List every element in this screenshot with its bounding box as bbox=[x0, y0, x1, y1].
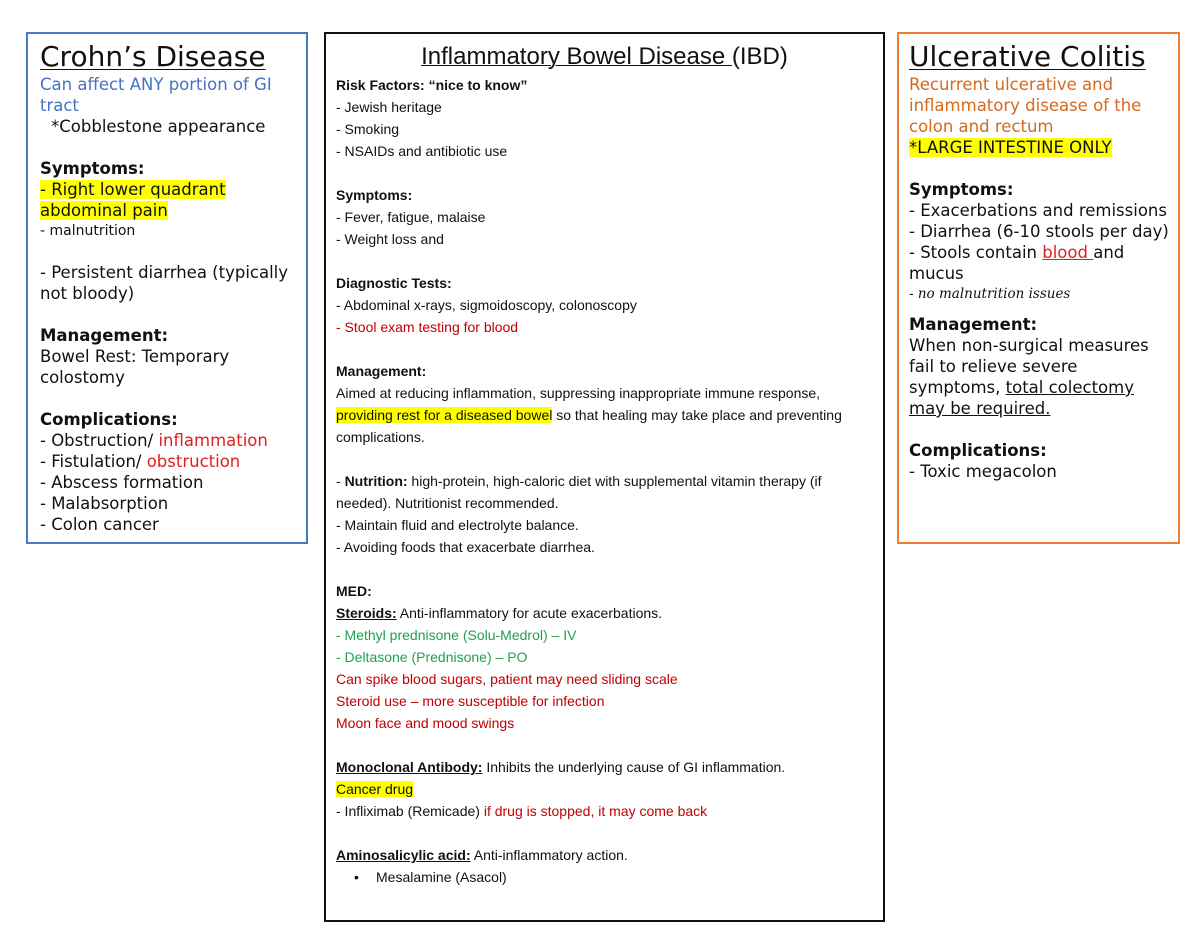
ibd-management-highlight: providing rest for a diseased bowel bbox=[336, 407, 553, 423]
ibd-symptoms-heading: Symptoms: bbox=[336, 187, 413, 203]
crohns-complication-item bbox=[40, 493, 296, 514]
uc-no-malnutrition: - no malnutrition issues bbox=[909, 286, 1071, 302]
ibd-steroid-warning: Moon face and mood swings bbox=[336, 715, 515, 731]
uc-title: Ulcerative Colitis bbox=[909, 40, 1146, 73]
ibd-risk-heading: Risk Factors: “nice to know” bbox=[336, 77, 528, 93]
uc-subtitle: Recurrent ulcerative and inflammatory disease of the colon and rectum bbox=[909, 75, 1142, 136]
ibd-monoclonal-label: Monoclonal Antibody: bbox=[336, 759, 483, 775]
ibd-panel bbox=[324, 32, 885, 922]
ibd-symptom-item: - Fever, fatigue, malaise bbox=[336, 209, 486, 225]
ibd-management-text bbox=[336, 382, 873, 448]
ibd-mesalamine-item bbox=[336, 866, 873, 888]
ibd-infliximab-warning: if drug is stopped, it may come back bbox=[483, 803, 708, 819]
ibd-steroids-line bbox=[336, 602, 873, 624]
uc-symptoms-heading: Symptoms: bbox=[909, 180, 1014, 199]
uc-symptom-stools bbox=[909, 242, 1170, 284]
ibd-infliximab-line bbox=[336, 800, 873, 822]
ibd-symptom-item: - Weight loss and bbox=[336, 231, 444, 247]
uc-management-heading: Management: bbox=[909, 315, 1038, 334]
ibd-fluid-item: - Maintain fluid and electrolyte balance. bbox=[336, 517, 579, 533]
uc-management-colectomy: total colectomy may be required. bbox=[909, 378, 1134, 418]
ibd-title-underlined: Inflammatory Bowel Disease bbox=[421, 43, 732, 70]
crohns-complication-prefix: - Obstruction/ bbox=[40, 431, 159, 450]
crohns-cobblestone-note: *Cobblestone appearance bbox=[51, 117, 266, 136]
ibd-monoclonal-line bbox=[336, 756, 873, 778]
ibd-nutrition-prefix: - bbox=[336, 473, 345, 489]
crohns-symptoms-heading: Symptoms: bbox=[40, 159, 145, 178]
ibd-diagnostic-item: - Abdominal x-rays, sigmoidoscopy, colonoscopy bbox=[336, 297, 637, 313]
uc-stools-after: and mucus bbox=[909, 243, 1125, 283]
ibd-monoclonal-text: Inhibits the underlying cause of GI inflammation. bbox=[482, 759, 786, 775]
ibd-nutrition-label: Nutrition: bbox=[344, 473, 408, 489]
ibd-med-heading: MED: bbox=[336, 583, 372, 599]
crohns-management-heading: Management: bbox=[40, 326, 169, 345]
crohns-complication-prefix: - Malabsorption bbox=[40, 494, 169, 513]
ibd-mesalamine: Mesalamine (Asacol) bbox=[376, 869, 507, 885]
ibd-cancer-drug: Cancer drug bbox=[336, 781, 414, 797]
crohns-subtitle: Can affect ANY portion of GI tract bbox=[40, 75, 272, 115]
uc-complications-heading: Complications: bbox=[909, 441, 1047, 460]
crohns-complication-prefix: - Colon cancer bbox=[40, 515, 159, 534]
ibd-risk-item: - NSAIDs and antibiotic use bbox=[336, 143, 508, 159]
crohns-symptom-pain-text: - Right lower quadrant abdominal pain bbox=[40, 180, 226, 220]
crohns-complication-item bbox=[40, 430, 296, 451]
ibd-nutrition-text: high-protein, high-caloric diet with supplemental vitamin therapy (if needed). Nutritionist recommended. bbox=[336, 473, 822, 511]
ibd-steroid-warning: Can spike blood sugars, patient may need sliding scale bbox=[336, 671, 678, 687]
ibd-steroid-drug: - Methyl prednisone (Solu-Medrol) – IV bbox=[336, 627, 577, 643]
ibd-diagnostic-heading: Diagnostic Tests: bbox=[336, 275, 452, 291]
ulcerative-colitis-panel bbox=[897, 32, 1180, 544]
uc-large-intestine-only: *LARGE INTESTINE ONLY bbox=[909, 138, 1112, 157]
ibd-aminosalicylic-text: Anti-inflammatory action. bbox=[470, 847, 628, 863]
ibd-risk-item: - Jewish heritage bbox=[336, 99, 442, 115]
crohns-complication-highlight: obstruction bbox=[146, 452, 241, 471]
uc-management-text bbox=[909, 335, 1170, 419]
bullet-icon: • bbox=[354, 869, 359, 885]
uc-stools-before: - Stools contain bbox=[909, 243, 1043, 262]
crohns-title: Crohn’s Disease bbox=[40, 40, 266, 73]
ibd-title bbox=[336, 42, 873, 72]
crohns-symptom-pain bbox=[40, 179, 296, 221]
ibd-avoid-item: - Avoiding foods that exacerbate diarrhea. bbox=[336, 539, 595, 555]
crohns-complication-prefix: - Abscess formation bbox=[40, 473, 204, 492]
ibd-aminosalicylic-label: Aminosalicylic acid: bbox=[336, 847, 471, 863]
crohns-complication-item bbox=[40, 514, 296, 535]
crohns-complication-item bbox=[40, 472, 296, 493]
crohns-symptom-malnutrition: - malnutrition bbox=[40, 223, 136, 239]
uc-symptom-exacerbations: - Exacerbations and remissions bbox=[909, 201, 1167, 220]
ibd-cancer-drug-line bbox=[336, 778, 873, 800]
ibd-aminosalicylic-line bbox=[336, 844, 873, 866]
ibd-steroid-warning: Steroid use – more susceptible for infection bbox=[336, 693, 605, 709]
ibd-diagnostic-stool-exam: - Stool exam testing for blood bbox=[336, 319, 519, 335]
crohns-complication-item bbox=[40, 451, 296, 472]
ibd-management-before: Aimed at reducing inflammation, suppressing inappropriate immune response, bbox=[336, 385, 821, 401]
ibd-management-after: so that healing may take place and preventing complications. bbox=[336, 407, 842, 445]
ibd-steroid-drug: - Deltasone (Prednisone) – PO bbox=[336, 649, 528, 665]
uc-large-intestine-line bbox=[909, 137, 1170, 158]
crohns-complication-prefix: - Fistulation/ bbox=[40, 452, 147, 471]
uc-symptom-diarrhea: - Diarrhea (6-10 stools per day) bbox=[909, 222, 1169, 241]
uc-stools-blood: blood bbox=[1042, 243, 1094, 262]
uc-management-before: When non-surgical measures fail to relieve severe symptoms, bbox=[909, 336, 1149, 397]
ibd-risk-item: - Smoking bbox=[336, 121, 400, 137]
ibd-infliximab: - Infliximab (Remicade) bbox=[336, 803, 484, 819]
ibd-title-rest: (IBD) bbox=[731, 43, 788, 70]
crohns-management-text: Bowel Rest: Temporary colostomy bbox=[40, 347, 230, 387]
crohns-complication-highlight: inflammation bbox=[158, 431, 268, 450]
ibd-management-heading: Management: bbox=[336, 363, 427, 379]
crohns-complications-heading: Complications: bbox=[40, 410, 178, 429]
ibd-steroids-label: Steroids: bbox=[336, 605, 397, 621]
ibd-nutrition-item bbox=[336, 470, 873, 514]
crohns-disease-panel bbox=[26, 32, 308, 544]
uc-complication-item: - Toxic megacolon bbox=[909, 462, 1057, 481]
crohns-symptom-diarrhea: - Persistent diarrhea (typically not bloody) bbox=[40, 263, 289, 303]
ibd-steroids-text: Anti-inflammatory for acute exacerbations. bbox=[396, 605, 663, 621]
